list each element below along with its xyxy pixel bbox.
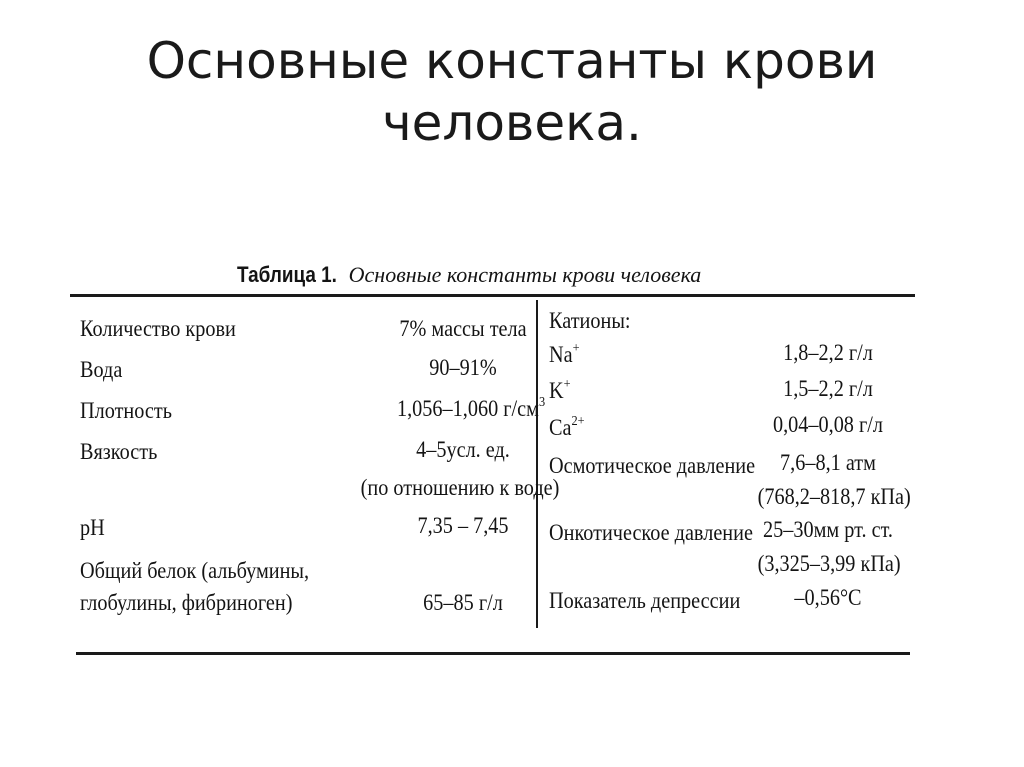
row-label-density: Плотность [80, 398, 172, 423]
row-value-osmotic-pressure-kpa: (768,2–818,7 кПа) [757, 484, 911, 509]
row-label-viscosity: Вязкость [80, 439, 158, 464]
row-value-viscosity: 4–5усл. ед. [416, 437, 510, 462]
row-label-total-protein: Общий белок (альбумины, [80, 558, 310, 583]
row-label-depression-index: Показатель депрессии [549, 588, 741, 613]
row-label-blood-volume: Количество крови [80, 316, 236, 341]
density-unit-exponent: 3 [538, 395, 546, 410]
table-caption-text: Основные константы крови человека [348, 262, 702, 287]
row-value-total-protein: 65–85 г/л [423, 590, 503, 615]
slide-title-line-2: человека. [382, 94, 642, 152]
row-value-osmotic-pressure: 7,6–8,1 атм [780, 450, 876, 475]
row-value-blood-volume: 7% массы тела [399, 316, 527, 341]
row-value-potassium: 1,5–2,2 г/л [783, 376, 873, 401]
sodium-symbol: Na [549, 342, 573, 367]
row-value-calcium: 0,04–0,08 г/л [772, 412, 884, 437]
row-value-oncotic-pressure-kpa: (3,325–3,99 кПа) [757, 551, 901, 576]
row-label-potassium [549, 378, 571, 404]
row-label-cations: Катионы: [549, 308, 631, 333]
row-value-oncotic-pressure: 25–30мм рт. ст. [763, 517, 893, 542]
row-value-viscosity-note: (по отношению к воде) [360, 475, 560, 500]
slide-title [0, 30, 1024, 154]
table-caption [237, 262, 701, 288]
row-label-sodium [549, 342, 580, 368]
row-label-total-protein-line-2: глобулины, фибриноген) [80, 590, 293, 615]
bottom-rule [76, 652, 910, 655]
calcium-symbol: Ca [549, 415, 572, 440]
row-label-osmotic-pressure: Осмотическое давление [549, 453, 756, 478]
row-label-water: Вода [80, 357, 123, 382]
row-value-sodium: 1,8–2,2 г/л [783, 340, 873, 365]
row-label-ph: pH [80, 515, 105, 540]
row-value-ph: 7,35 – 7,45 [417, 513, 509, 538]
density-value: 1,056–1,060 г/см [397, 396, 539, 421]
column-divider [536, 300, 538, 628]
calcium-charge: 2+ [571, 414, 585, 429]
row-value-depression-index: –0,56°C [794, 585, 862, 610]
top-rule [70, 294, 915, 297]
table-number: Таблица 1. [237, 262, 337, 287]
row-label-oncotic-pressure: Онкотическое давление [549, 520, 753, 545]
potassium-symbol: K [549, 378, 564, 403]
row-value-density [397, 395, 546, 422]
row-label-calcium [549, 415, 585, 441]
sodium-charge: + [572, 341, 580, 356]
potassium-charge: + [563, 377, 571, 392]
row-value-water: 90–91% [429, 355, 497, 380]
slide-title-line-1: Основные константы крови [146, 32, 878, 90]
table-scan [70, 250, 920, 670]
